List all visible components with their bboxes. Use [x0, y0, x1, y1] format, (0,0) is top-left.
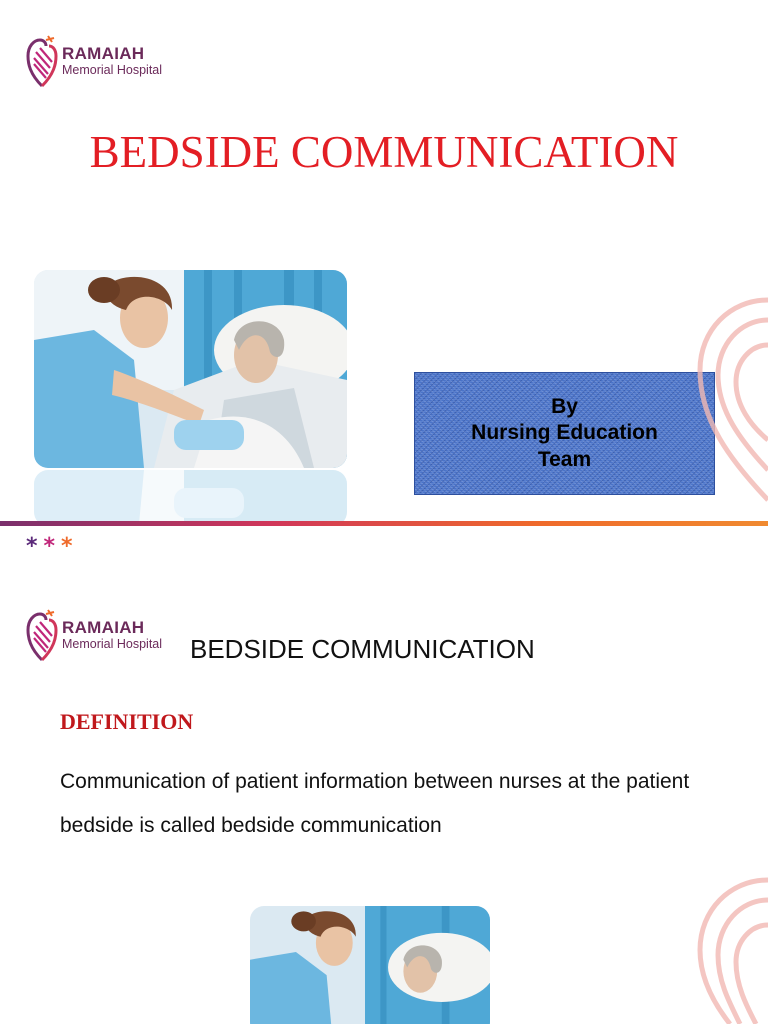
definition-heading: DEFINITION — [60, 709, 194, 734]
ramaiah-logo-icon — [26, 608, 58, 662]
star-icon: * — [26, 534, 38, 559]
star-icon: * — [61, 534, 73, 559]
ramaiah-logo-icon — [26, 34, 58, 88]
photo-reflection — [34, 470, 347, 526]
nurse-patient-photo-2 — [250, 906, 490, 1024]
author-by: By — [551, 395, 578, 419]
logo-subtitle: Memorial Hospital — [62, 63, 163, 78]
slide-1-title: BEDSIDE COMMUNICATION — [89, 127, 679, 177]
slide-2-title: BEDSIDE COMMUNICATION — [190, 634, 535, 664]
logo-subtitle: Memorial Hospital — [62, 637, 163, 652]
definition-text: Communication of patient information between nurses at the patient bedside is called bedside communication — [60, 770, 690, 837]
star-icon: * — [43, 534, 56, 559]
logo-name: RAMAIAH — [62, 44, 145, 64]
decorative-swirl-icon — [690, 290, 768, 510]
separator-bar — [0, 521, 768, 526]
author-team-line-1: Nursing Education — [471, 421, 658, 445]
separator-stars — [26, 536, 73, 558]
author-box — [414, 372, 715, 495]
author-team-line-2: Team — [537, 447, 592, 471]
nurse-patient-photo — [34, 270, 347, 468]
hospital-logo — [26, 34, 162, 88]
decorative-swirl-icon — [690, 870, 768, 1024]
logo-name: RAMAIAH — [62, 618, 145, 638]
hospital-logo — [26, 608, 162, 662]
